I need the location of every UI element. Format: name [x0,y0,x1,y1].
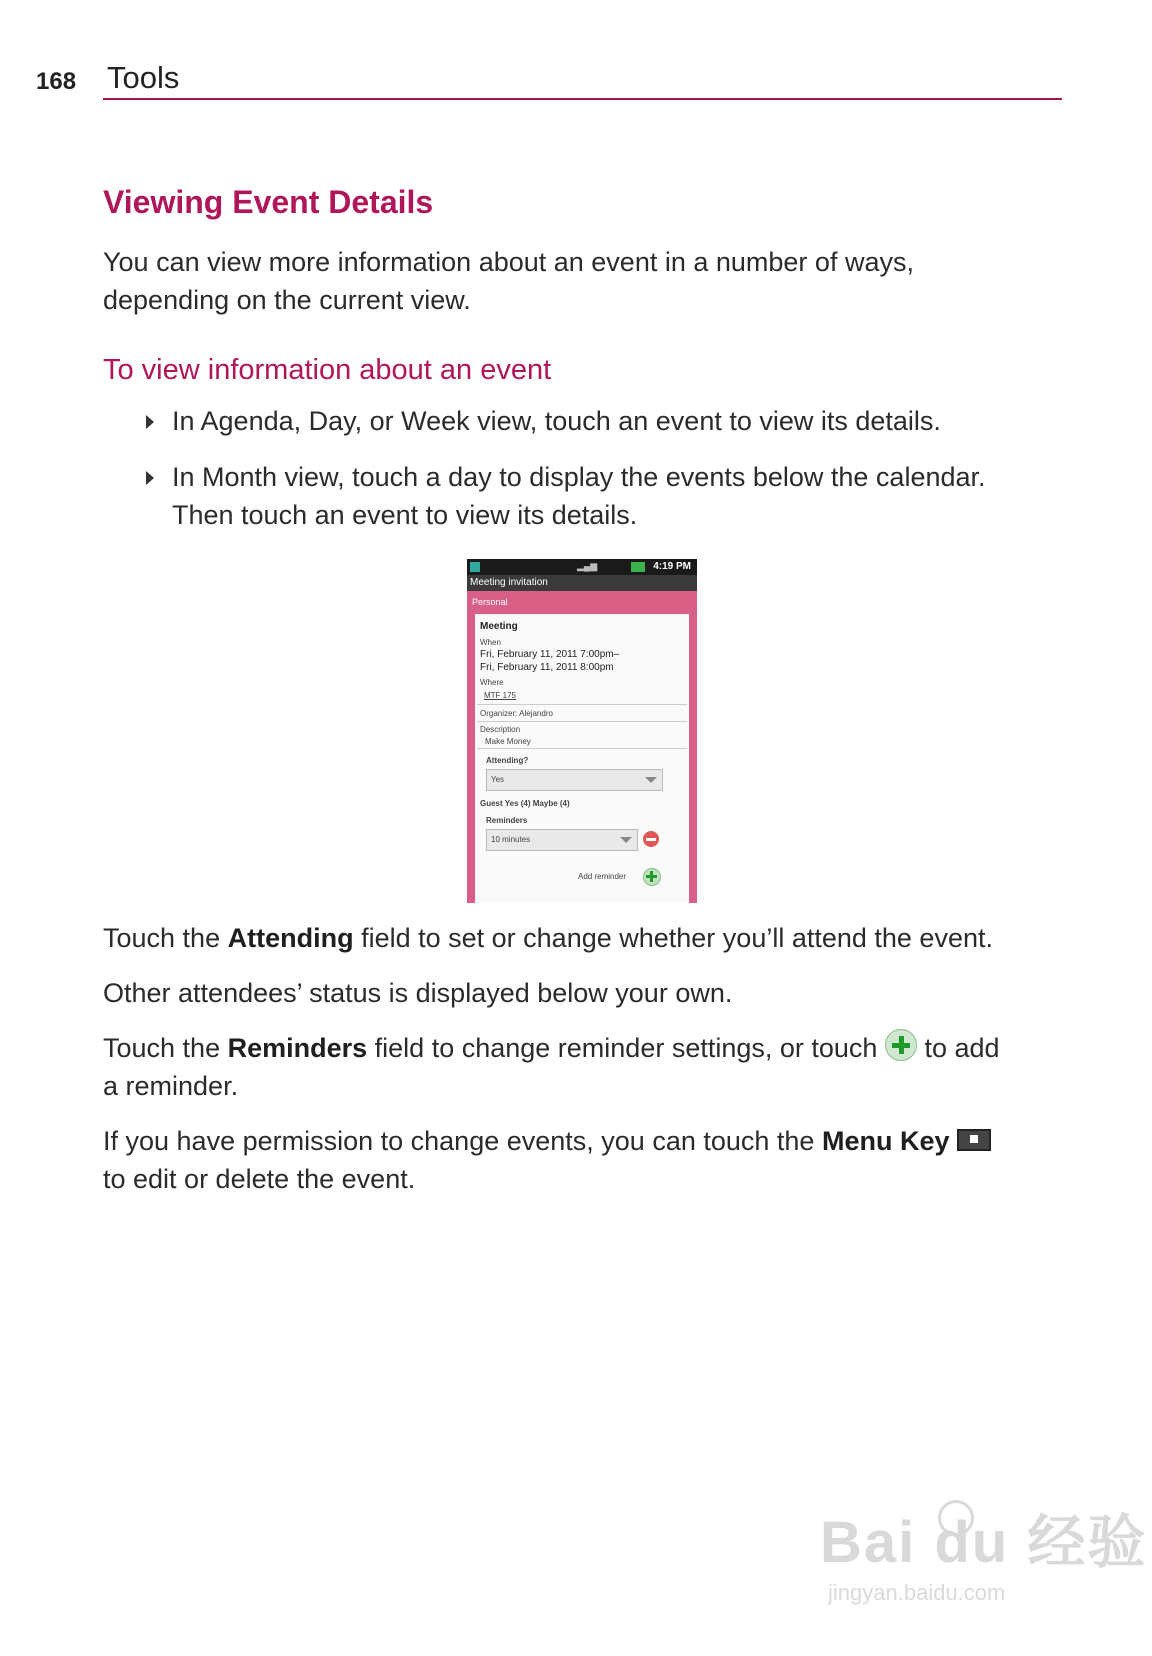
attending-paragraph: Touch the Attending field to set or change whether you’ll attend the event. [103,923,993,953]
reminders-term: Reminders [227,1033,368,1063]
reminder-value: 10 minutes [491,835,531,844]
menu-key-term: Menu Key [821,1126,950,1156]
when-label: When [480,638,501,647]
separator [477,721,687,722]
page-number: 168 [36,68,77,95]
chevron-down-icon [620,837,632,843]
battery-icon [631,562,645,572]
status-bar [467,559,697,575]
plus-icon [885,1029,917,1061]
intro-line-2: depending on the current view. [103,285,471,315]
section-title: Tools [107,60,180,95]
menu-key-icon [957,1129,991,1151]
guest-status: Guest Yes (4) Maybe (4) [480,799,570,808]
when-start: Fri, February 11, 2011 7:00pm– [480,649,620,660]
bullet-text: In Month view, touch a day to display the events below the calendar. [172,462,986,492]
organizer: Organizer: Alejandro [480,709,553,718]
title-text: Meeting invitation [470,577,548,588]
attending-value: Yes [491,775,505,784]
add-reminder-label[interactable]: Add reminder [578,872,627,881]
attending-label: Attending? [486,756,529,765]
description-label: Description [480,725,521,734]
reminders-label: Reminders [486,816,528,825]
chevron-down-icon [645,777,657,783]
signal-icon: ▂▄▆ [577,561,598,571]
event-card [475,614,689,903]
menu-paragraph: If you have permission to change events, you can touch the Menu Key [103,1122,991,1160]
when-end: Fri, February 11, 2011 8:00pm [480,662,614,673]
where-value[interactable]: MTF 175 [484,691,517,700]
bullet-triangle-icon [146,415,154,429]
where-label: Where [480,678,504,687]
watermark-logo: Bai du 经验 [820,1510,1148,1575]
others-paragraph: Other attendees’ status is displayed below your own. [103,978,733,1008]
description-value: Make Money [485,737,531,746]
bullet-triangle-icon [146,471,154,485]
remove-reminder-icon[interactable] [643,831,659,847]
app-icon [470,562,480,572]
add-reminder-icon[interactable] [643,868,661,886]
page-heading: Viewing Event Details [103,184,434,220]
attending-dropdown[interactable] [486,769,663,791]
title-bar [467,575,697,591]
reminders-paragraph: Touch the Reminders field to change reminder settings, or touch to add [103,1029,1000,1067]
reminders-paragraph-line-2: a reminder. [103,1071,239,1101]
bullet-text: Then touch an event to view its details. [172,500,638,530]
watermark-url: jingyan.baidu.com [828,1580,1006,1605]
status-time: 4:19 PM [653,561,691,572]
intro-line-1: You can view more information about an event in a number of ways, [103,247,914,277]
separator [477,748,687,749]
header-rule [103,98,1062,100]
subheading: To view information about an event [103,354,552,386]
separator [477,704,687,705]
calendar-label: Personal [472,597,508,607]
bullet-text: In Agenda, Day, or Week view, touch an event to view its details. [172,406,941,436]
reminder-dropdown[interactable] [486,829,638,851]
menu-paragraph-line-2: to edit or delete the event. [103,1164,416,1194]
attending-term: Attending [227,923,354,953]
event-name: Meeting [480,621,518,632]
event-details-screenshot [467,559,697,903]
